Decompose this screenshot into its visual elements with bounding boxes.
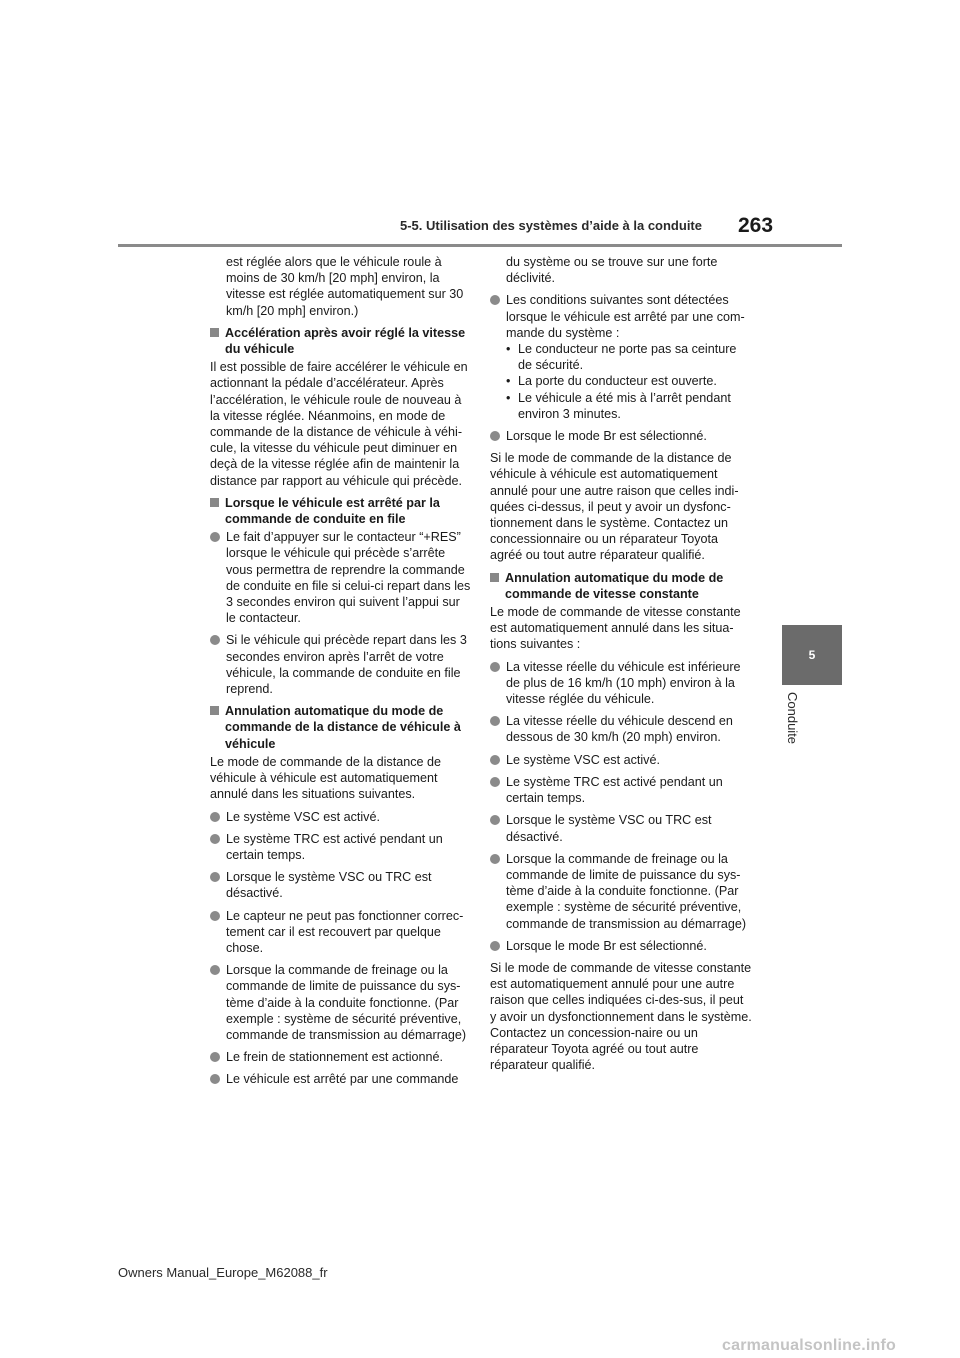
list-item: Le véhicule est arrêté par une commande: [210, 1071, 472, 1087]
circle-bullet-icon: [210, 812, 220, 822]
list-item: Le système VSC est activé.: [490, 752, 752, 768]
circle-bullet-icon: [490, 295, 500, 305]
list-item: Le système TRC est activé pendant un certain temps.: [210, 831, 472, 863]
list-item: Lorsque la commande de freinage ou la commande de limite de puissance du sys-tème d’aide à la conduite fonctionne. (Par exemple : système de sécurité préventive, commande de transmission au démarrage): [490, 851, 752, 932]
section-title: 5-5. Utilisation des systèmes d’aide à la conduite: [400, 218, 702, 233]
footer-text: Owners Manual_Europe_M62088_fr: [118, 1265, 328, 1280]
paragraph: Il est possible de faire accélérer le véhicule en actionnant la pédale d’accélérateur. Après l’accélération, le véhicule roule de nouveau à la vitesse réglée. Néanmoins, en mode de commande de la distance de véhicule à véhi-cule, la vitesse du véhicule peut diminuer en deçà de la vitesse réglée afin de maintenir la distance par rapport au véhicule qui précède.: [210, 360, 468, 488]
paragraph: Le mode de commande de vitesse constante est automatiquement annulé dans les situa-tions suivantes :: [490, 605, 741, 652]
list-item: Lorsque le mode Br est sélectionné.: [490, 428, 752, 444]
circle-bullet-icon: [490, 815, 500, 825]
paragraph: Si le mode de commande de la distance de véhicule à véhicule est automatiquement annulé pour une autre raison que celles indi-quées ci-dessus, il peut y avoir un dysfonc-tionnement dans le système. Contactez un concessionnaire ou un réparateur Toyota agréé ou tout autre réparateur qualifié.: [490, 451, 739, 563]
list-item: Lorsque le mode Br est sélectionné.: [490, 938, 752, 954]
paragraph: est réglée alors que le véhicule roule à moins de 30 km/h [20 mph] environ, la vitesse est réglée automatiquement sur 30 km/h [20 mph] environ.): [226, 255, 464, 318]
sub-list-item: • Le conducteur ne porte pas sa ceinture de sécurité.: [506, 342, 737, 373]
circle-bullet-icon: [210, 1074, 220, 1084]
list-item: Si le véhicule qui précède repart dans les 3 secondes environ après l’arrêt de votre véhicule, la commande de conduite en file reprend.: [210, 632, 472, 697]
list-item: Lorsque le système VSC ou TRC est désactivé.: [490, 812, 752, 844]
list-item: Lorsque le système VSC ou TRC est désactivé.: [210, 869, 472, 901]
left-column: [210, 254, 472, 1094]
dot-marker-icon: •: [506, 342, 511, 357]
section-heading: Lorsque le véhicule est arrêté par la commande de conduite en file: [210, 495, 472, 527]
circle-bullet-icon: [210, 872, 220, 882]
paragraph: Si le mode de commande de vitesse constante est automatiquement annulé pour une autre raison que celles indiquées ci-des-sus, il peut y avoir un dysfonctionnement dans le système. Contactez un concession-naire ou un réparateur Toyota agréé ou tout autre réparateur qualifié.: [490, 960, 752, 1073]
circle-bullet-icon: [210, 834, 220, 844]
circle-bullet-icon: [490, 662, 500, 672]
section-heading: Annulation automatique du mode de commande de vitesse constante: [490, 570, 752, 602]
circle-bullet-icon: [210, 635, 220, 645]
sub-list-item: • Le véhicule a été mis à l’arrêt pendant environ 3 minutes.: [506, 390, 731, 421]
chapter-tab[interactable]: [782, 625, 842, 685]
paragraph: du système ou se trouve sur une forte déclivité.: [506, 255, 718, 286]
circle-bullet-icon: [210, 965, 220, 975]
chapter-label: Conduite: [785, 692, 800, 745]
page-number: 263: [738, 214, 774, 237]
list-item: Le système VSC est activé.: [210, 809, 472, 825]
dot-marker-icon: •: [506, 374, 511, 389]
circle-bullet-icon: [210, 911, 220, 921]
list-item: Le système TRC est activé pendant un certain temps.: [490, 774, 752, 806]
square-bullet-icon: [210, 328, 219, 337]
list-item: Le capteur ne peut pas fonctionner correc-tement car il est recouvert par quelque chose.: [210, 908, 472, 957]
circle-bullet-icon: [490, 777, 500, 787]
section-heading: Annulation automatique du mode de commande de la distance de véhicule à véhicule: [210, 703, 472, 752]
paragraph: Le mode de commande de la distance de véhicule à véhicule est automatiquement annulé dans les situations suivantes.: [210, 754, 442, 802]
square-bullet-icon: [490, 573, 499, 582]
watermark-logo[interactable]: carmanualsonline.info: [722, 1337, 897, 1354]
list-item: Le fait d’appuyer sur le contacteur “+RES” lorsque le véhicule qui précède s’arrête vous permettra de reprendre la commande de conduite en file si celui-ci repart dans les 3 secondes environ qui suivent l’appui sur le contacteur.: [210, 529, 472, 626]
circle-bullet-icon: [490, 431, 500, 441]
circle-bullet-icon: [210, 1052, 220, 1062]
square-bullet-icon: [210, 706, 219, 715]
list-item: Lorsque la commande de freinage ou la commande de limite de puissance du sys-tème d’aide à la conduite fonctionne. (Par exemple : système de sécurité préventive, commande de transmission au démarrage): [210, 962, 472, 1043]
list-item: La vitesse réelle du véhicule est inférieure de plus de 16 km/h (10 mph) environ à la vitesse réglée du véhicule.: [490, 659, 752, 708]
right-column: [490, 254, 752, 1079]
circle-bullet-icon: [490, 755, 500, 765]
circle-bullet-icon: [490, 716, 500, 726]
circle-bullet-icon: [490, 854, 500, 864]
list-item: Les conditions suivantes sont détectées lorsque le véhicule est arrêté par une com-mande du système :: [490, 292, 752, 341]
chapter-number: 5: [808, 648, 816, 662]
list-item: Le frein de stationnement est actionné.: [210, 1049, 472, 1065]
circle-bullet-icon: [210, 532, 220, 542]
sub-list-item: • La porte du conducteur est ouverte.: [506, 374, 717, 389]
section-heading: Accélération après avoir réglé la vitesse du véhicule: [210, 325, 472, 357]
header-divider: [118, 244, 842, 247]
dot-marker-icon: •: [506, 390, 511, 405]
square-bullet-icon: [210, 498, 219, 507]
list-item: La vitesse réelle du véhicule descend en dessous de 30 km/h (20 mph) environ.: [490, 713, 752, 745]
circle-bullet-icon: [490, 941, 500, 951]
